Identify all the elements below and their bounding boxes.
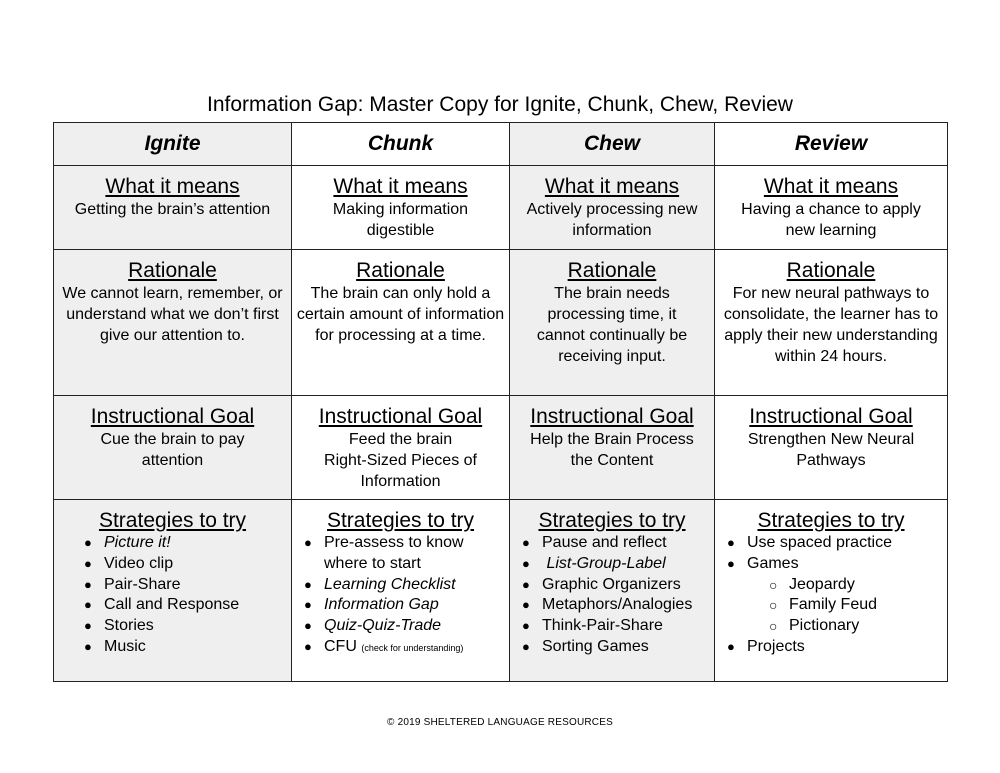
means-heading: What it means — [105, 175, 240, 198]
goal-heading: Instructional Goal — [749, 405, 913, 428]
sub-list-item: ○ Pictionary — [769, 616, 943, 637]
means-heading: What it means — [333, 175, 468, 198]
goal-text-line2: Right-Sized Pieces of Information — [324, 452, 477, 490]
list-item: ● Graphic Organizers — [522, 575, 710, 596]
list-item: ● List-Group-Label — [522, 554, 710, 575]
rationale-heading: Rationale — [128, 259, 217, 282]
cell-chunk-rationale — [292, 250, 510, 396]
goal-text: Strengthen New Neural Pathways — [747, 431, 915, 469]
strategies-list — [719, 533, 943, 658]
cell-chew-means — [510, 166, 715, 250]
goal-text: Help the Brain Process the Content — [530, 431, 694, 469]
cell-chunk-goal — [292, 396, 510, 500]
goal-heading: Instructional Goal — [90, 405, 255, 428]
cell-ignite-strategies — [54, 500, 292, 682]
means-text: Actively processing new information — [526, 201, 698, 239]
cell-ignite-rationale — [54, 250, 292, 396]
cell-review-strategies — [715, 500, 948, 682]
rationale-text: For new neural pathways to consolidate, the learner has to apply their new understanding within 24 hours. — [723, 285, 939, 365]
list-item: ● Quiz-Quiz-Trade — [304, 616, 505, 637]
strategies-heading: Strategies to try — [326, 509, 475, 532]
list-item: ● Pause and reflect — [522, 533, 710, 554]
strategies-heading: Strategies to try — [538, 509, 686, 532]
rationale-text: The brain can only hold a certain amount of information for processing at a time. — [296, 285, 505, 344]
list-item: ● Music — [84, 637, 287, 658]
cell-chew-goal — [510, 396, 715, 500]
cell-ignite-goal — [54, 396, 292, 500]
means-heading: What it means — [763, 175, 899, 198]
list-item: ● Information Gap — [304, 595, 505, 616]
means-heading: What it means — [544, 175, 680, 198]
list-item: ● Use spaced practice — [727, 533, 943, 554]
cell-chew-rationale — [510, 250, 715, 396]
means-text: Getting the brain’s attention — [74, 201, 271, 218]
header-row — [54, 123, 948, 166]
means-text: Making information digestible — [332, 201, 469, 239]
rationale-heading: Rationale — [356, 259, 445, 282]
cell-chew-strategies — [510, 500, 715, 682]
header-chew: Chew — [510, 123, 715, 166]
list-item: ● Picture it! — [84, 533, 287, 554]
list-item: ● Metaphors/Analogies — [522, 595, 710, 616]
cell-chunk-means — [292, 166, 510, 250]
games-sublist — [747, 575, 943, 637]
header-chunk: Chunk — [292, 123, 510, 166]
rationale-text: We cannot learn, remember, or understand what we don’t first give our attention to. — [62, 285, 283, 344]
strategies-heading: Strategies to try — [98, 509, 247, 532]
rationale-row — [54, 250, 948, 396]
means-row — [54, 166, 948, 250]
list-item: ● Stories — [84, 616, 287, 637]
rationale-text: The brain needs processing time, it cannot continually be receiving input. — [536, 285, 688, 365]
page-title: Information Gap: Master Copy for Ignite, Chunk, Chew, Review — [207, 93, 793, 116]
cell-review-means — [715, 166, 948, 250]
means-text: Having a chance to apply new learning — [741, 201, 921, 239]
list-item: ● Call and Response — [84, 595, 287, 616]
header-review: Review — [715, 123, 948, 166]
cell-ignite-means — [54, 166, 292, 250]
list-item: ● Games ○ Jeopardy ○ Family Feud ○ Pictionary — [727, 554, 943, 637]
rationale-heading: Rationale — [567, 259, 657, 282]
goal-heading: Instructional Goal — [318, 405, 483, 428]
list-item: ● Think-Pair-Share — [522, 616, 710, 637]
sub-list-item: ○ Jeopardy — [769, 575, 943, 596]
strategies-list — [514, 533, 710, 658]
strategies-heading: Strategies to try — [757, 509, 905, 532]
goal-text: Cue the brain to pay attention — [100, 431, 245, 469]
goal-row — [54, 396, 948, 500]
strategies-list — [296, 533, 505, 659]
cell-review-goal — [715, 396, 948, 500]
cfu-note: (check for understanding) — [361, 642, 464, 653]
list-item: ● Projects — [727, 637, 943, 658]
header-ignite: Ignite — [54, 123, 292, 166]
cell-chunk-strategies — [292, 500, 510, 682]
list-item: ● Sorting Games — [522, 637, 710, 658]
strategies-list — [58, 533, 287, 658]
list-item: ● Pair-Share — [84, 575, 287, 596]
rationale-heading: Rationale — [786, 259, 876, 282]
goal-heading: Instructional Goal — [530, 405, 694, 428]
list-item: ● CFU (check for understanding) — [304, 637, 505, 659]
list-item: ● Learning Checklist — [304, 575, 505, 596]
info-gap-table — [53, 122, 948, 682]
list-item: ● Pre-assess to know where to start — [304, 533, 505, 575]
sub-list-item: ○ Family Feud — [769, 595, 943, 616]
list-item: ● Video clip — [84, 554, 287, 575]
cell-review-rationale — [715, 250, 948, 396]
goal-text-line1: Feed the brain — [348, 431, 453, 448]
copyright-footer: © 2019 SHELTERED LANGUAGE RESOURCES — [387, 717, 613, 728]
strategies-row — [54, 500, 948, 682]
